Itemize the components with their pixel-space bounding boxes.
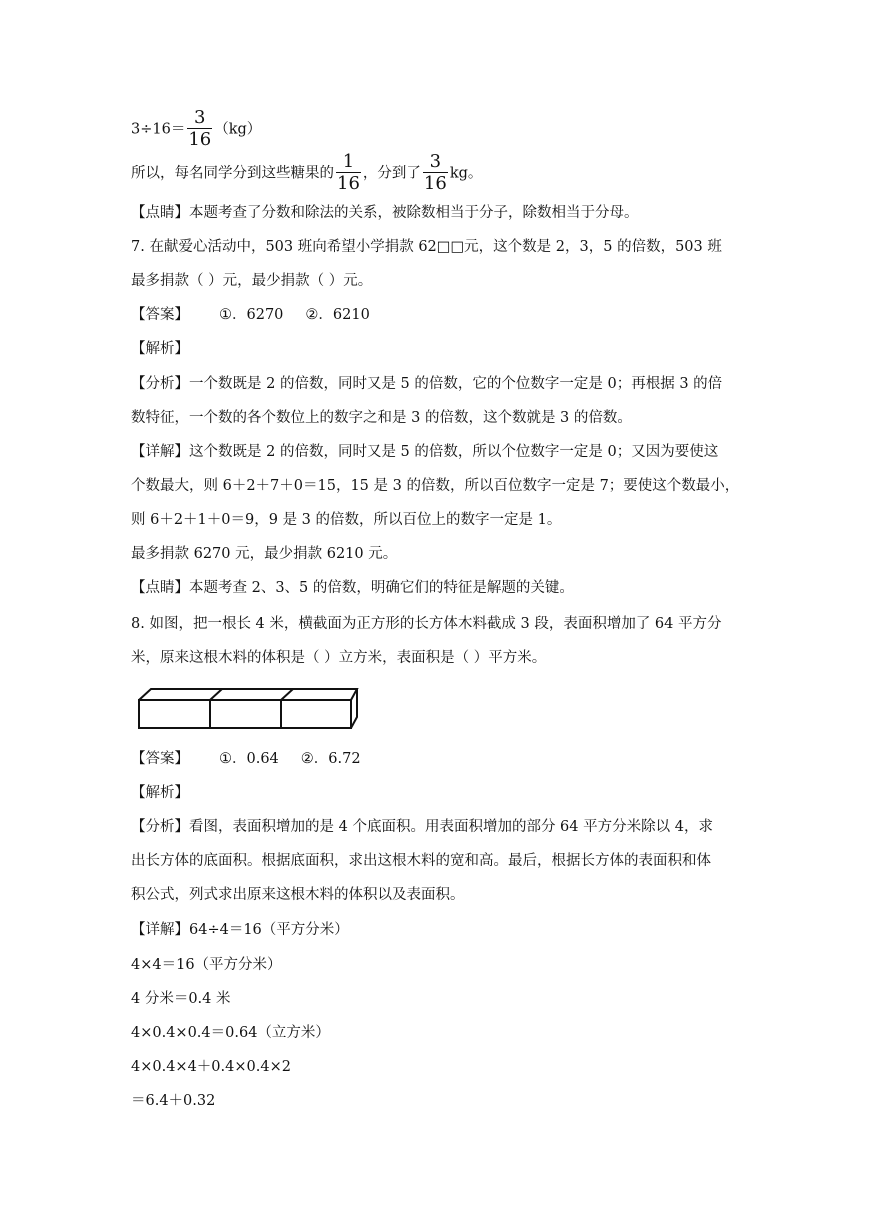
answer-line	[131, 749, 361, 769]
text-line: 4 分米＝0.4 米	[131, 991, 231, 1007]
text-line: 积公式，列式求出原来这根木料的体积以及表面积。	[131, 887, 465, 903]
text-line: 4×4＝16（平方分米）	[131, 957, 282, 973]
cuboid-figure	[138, 688, 362, 730]
text-line: 4×0.4×4＋0.4×0.4×2	[131, 1059, 291, 1075]
text-line: 最多捐款（ ）元，最少捐款（ ）元。	[131, 273, 373, 289]
answer-2: ②．6210	[305, 307, 370, 323]
text-line: ＝6.4＋0.32	[131, 1093, 216, 1109]
unit-text: kg。	[449, 165, 483, 182]
cut-line-1-top	[210, 689, 222, 700]
answer-label: 【答案】	[131, 307, 189, 323]
denominator: 16	[337, 173, 360, 194]
denominator: 16	[188, 129, 212, 150]
answer-line	[131, 305, 370, 325]
fraction	[423, 152, 448, 195]
numerator: 3	[423, 152, 448, 173]
equation-text: 3÷16＝	[131, 121, 186, 138]
text-line: 个数最大，则 6＋2＋7＋0＝15，15 是 3 的倍数，所以百位数字一定是 7；要使这个数最小，	[131, 478, 740, 494]
question-8-line: 8. 如图，把一根长 4 米，横截面为正方形的长方体木料截成 3 段，表面积增加了 64 平方分	[131, 616, 722, 632]
analysis-heading: 【解析】	[131, 785, 189, 801]
conclusion-mid-text: ，分到了	[362, 165, 421, 182]
denominator: 16	[423, 173, 447, 194]
text-line: 【点睛】本题考查 2、3、5 的倍数，明确它们的特征是解题的关键。	[131, 580, 574, 596]
question-7-line: 7. 在献爱心活动中，503 班向希望小学捐款 62□□元，这个数是 2，3，5 的倍数，503 班	[131, 239, 722, 255]
cut-line-2-top	[281, 689, 293, 700]
numerator: 1	[336, 152, 361, 173]
fraction	[336, 152, 361, 195]
text-line: 出长方体的底面积。根据底面积，求出这根木料的宽和高。最后，根据长方体的表面积和体	[131, 853, 711, 869]
equation-line	[131, 108, 261, 151]
answer-2: ②．6.72	[300, 751, 361, 767]
answer-1: ①．6270	[219, 307, 284, 323]
text-line: 数特征，一个数的各个数位上的数字之和是 3 的倍数，这个数就是 3 的倍数。	[131, 410, 632, 426]
text-line: 则 6＋2＋1＋0＝9，9 是 3 的倍数，所以百位上的数字一定是 1。	[131, 512, 562, 528]
answer-1: ①．0.64	[219, 751, 279, 767]
fraction	[187, 108, 212, 151]
front-face	[139, 700, 351, 728]
analysis-heading: 【解析】	[131, 341, 189, 357]
text-line: 【分析】一个数既是 2 的倍数，同时又是 5 的倍数，它的个位数字一定是 0；再根据 3 的倍	[131, 376, 723, 392]
text-line: 4×0.4×0.4＝0.64（立方米）	[131, 1025, 330, 1041]
conclusion-line	[131, 152, 482, 195]
conclusion-text: 所以，每名同学分到这些糖果的	[131, 165, 334, 182]
text-line: 最多捐款 6270 元，最少捐款 6210 元。	[131, 546, 398, 562]
numerator: 3	[187, 108, 212, 129]
text-line: 【点睛】本题考查了分数和除法的关系，被除数相当于分子，除数相当于分母。	[131, 205, 639, 221]
top-face	[139, 689, 357, 700]
unit-text: （kg）	[214, 121, 262, 138]
text-line: 【详解】64÷4＝16（平方分米）	[131, 922, 349, 938]
text-line: 米，原来这根木料的体积是（ ）立方米，表面积是（ ）平方米。	[131, 650, 547, 666]
text-line: 【详解】这个数既是 2 的倍数，同时又是 5 的倍数，所以个位数字一定是 0；又因为要使这	[131, 444, 719, 460]
text-line: 【分析】看图，表面积增加的是 4 个底面积。用表面积增加的部分 64 平方分米除以 4，求	[131, 819, 713, 835]
answer-label: 【答案】	[131, 751, 189, 767]
